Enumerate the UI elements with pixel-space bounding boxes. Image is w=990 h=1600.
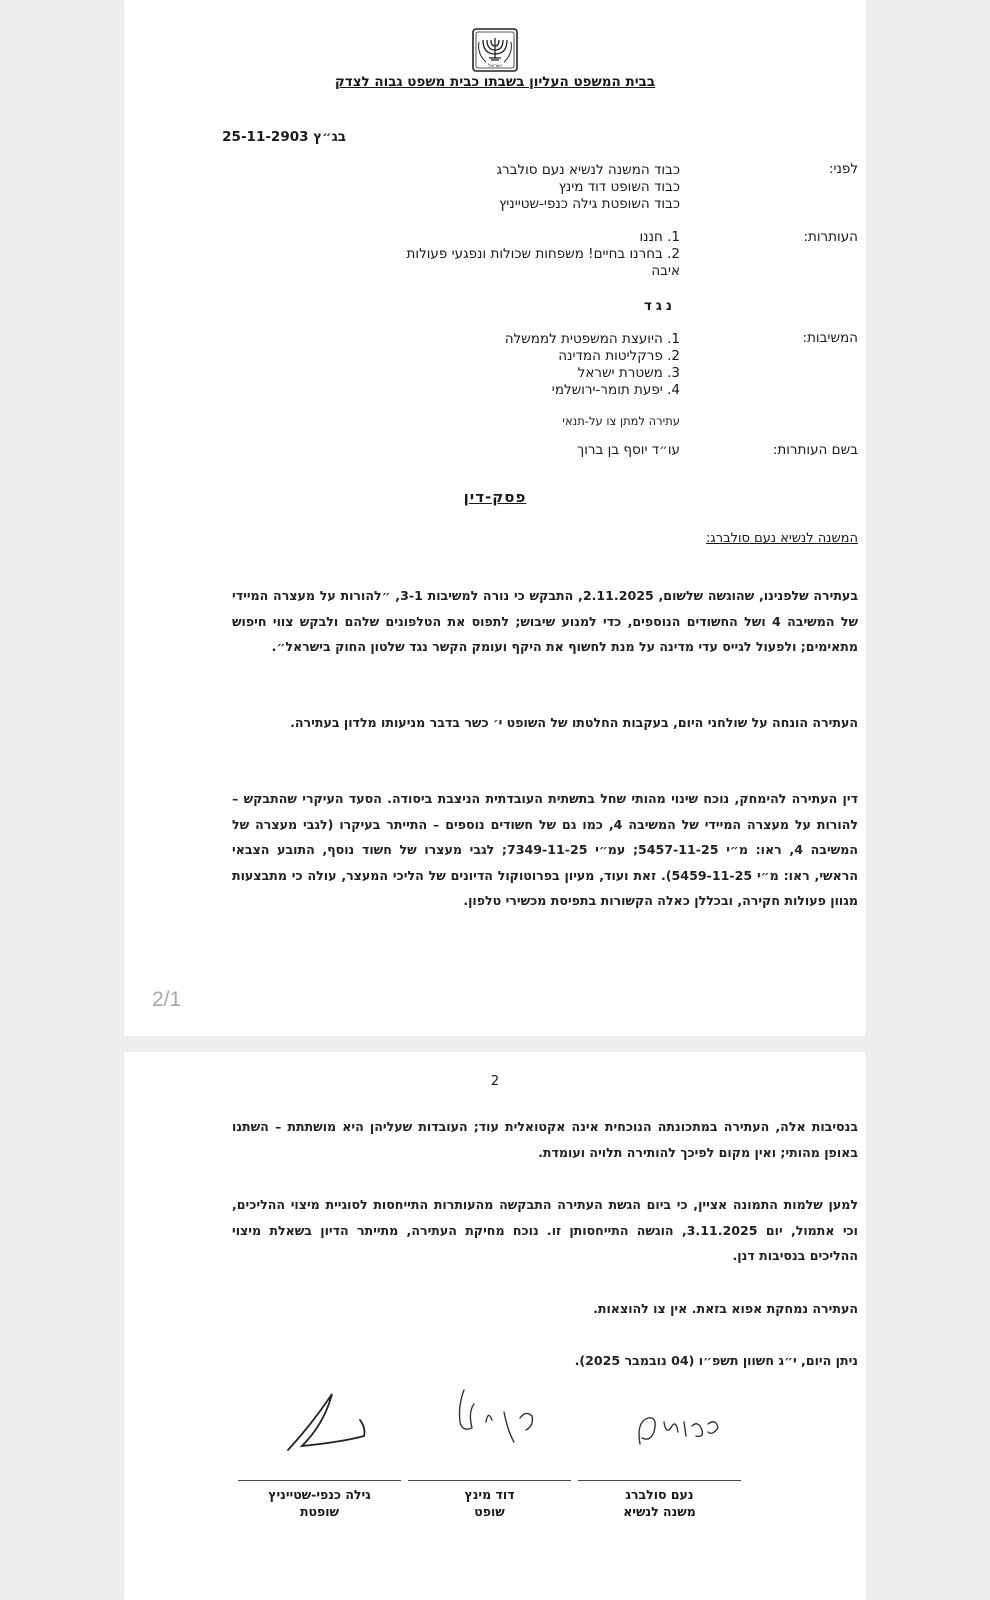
signature-line-solberg bbox=[578, 1480, 741, 1481]
state-emblem-icon bbox=[472, 28, 518, 72]
signer-name: גילה כנפי-שטייניץ bbox=[268, 1487, 371, 1502]
paragraph-4: בנסיבות אלה, העתירה במתכונתה הנוכחית אינה אקטואלית עוד; העובדות שעליהן היא מושתתת – השתנו באופן מהותי; ואין מקום לפיכך להותירה תלויה ועומדת. bbox=[232, 1119, 858, 1160]
document-page-1 bbox=[124, 0, 866, 1036]
judge-3: כבוד השופטת גילה כנפי-שטייניץ bbox=[499, 196, 680, 212]
versus-label: נגד bbox=[643, 298, 676, 314]
page-counter: 2/1 bbox=[152, 988, 182, 1011]
respondent-2: 2. פרקליטות המדינה bbox=[558, 348, 680, 364]
petitioner-2-cont: איבה bbox=[651, 263, 680, 279]
petitioners-label: העותרות: bbox=[803, 229, 858, 245]
page-number: 2 bbox=[490, 1074, 500, 1089]
paragraph-6: העתירה נמחקת אפוא בזאת. אין צו להוצאות. bbox=[593, 1301, 858, 1316]
court-title: בבית המשפט העליון בשבתו כבית משפט גבוה לצדק bbox=[334, 74, 656, 90]
paragraph-5: למען שלמות התמונה אציין, כי ביום הגשת העתירה התבקשה מהעותרות התייחסות לסוגיית מיצוי ההליכים, וכי אתמול, יום 3.11.2025, הוגשה התייחסותן זו. נוכח מחיקת העתירה, מתייתר הדיון בשאלת מיצוי ההליכים בנסיבות דנן. bbox=[232, 1197, 858, 1263]
paragraph-1: בעתירה שלפנינו, שהוגשה שלשום, 2.11.2025, התבקש כי נורה למשיבות 3-1, ״להורות על מעצרה המיידי של המשיבה 4 ושל החשודים הנוספים, כדי למנוע שיבוש; לתפוס את הטלפונים שלהם ולבקש צווי חיפוש מתאימים; ולפעול לגייס עדי מדינה על מנת לחשוף את היקף ועומק הקשר נגד שלטון החוק בישראל״. bbox=[232, 588, 859, 654]
signature-solberg-icon bbox=[612, 1392, 752, 1464]
signer-name: דוד מינץ bbox=[464, 1487, 515, 1502]
signature-line-kanfi-steinitz bbox=[238, 1480, 401, 1481]
document-page-2 bbox=[124, 1052, 866, 1600]
signer-solberg bbox=[578, 1486, 741, 1520]
judge-2: כבוד השופט דוד מינץ bbox=[558, 179, 680, 195]
respondent-3: 3. משטרת ישראל bbox=[577, 365, 680, 381]
petitioner-1: 1. חננו bbox=[639, 229, 680, 245]
signer-name: נעם סולברג bbox=[625, 1487, 694, 1502]
signature-kanfi-steinitz-icon bbox=[272, 1384, 412, 1456]
paragraph-3: דין העתירה להימחק, נוכח שינוי מהותי שחל בתשתית העובדתית הניצבת ביסודה. הסעד העיקרי שהתבקש – להורות על מעצרה המיידי של המשיבה 4, כמו גם של חשודים נוספים – התייתר בעיקרו (לגבי מעצרה של המשיבה 4, ראו: מ״י 5457-11-25; עמ״י 7349-11-25; לגבי מעצרו של חשוד נוסף, התובע הצבאי הראשי, ראו: מ״י 5459-11-25). זאת ועוד, מעיון בפרוטוקול הדיונים של הליכי המעצר, עולה כי מתבצעות מגוון פעולות חקירה, ובכללן כאלה הקשורות בתפיסת מכשירי טלפון. bbox=[232, 791, 858, 908]
judges-list bbox=[370, 162, 680, 213]
signer-title: משנה לנשיא bbox=[623, 1504, 696, 1519]
petition-type: עתירה למתן צו על-תנאי bbox=[562, 414, 680, 428]
before-label: לפני: bbox=[828, 161, 858, 177]
signer-title: שופטת bbox=[299, 1504, 340, 1519]
counsel-label: בשם העותרות: bbox=[772, 442, 858, 458]
verdict-title: פסק-דין bbox=[463, 488, 527, 506]
case-number: בג״ץ 25-11-2903 bbox=[222, 129, 346, 145]
judge-1: כבוד המשנה לנשיא נעם סולברג bbox=[496, 162, 680, 178]
judge-heading: המשנה לנשיא נעם סולברג: bbox=[706, 531, 858, 546]
emblem-text: ישראל bbox=[488, 63, 502, 69]
respondents-label: המשיבות: bbox=[802, 330, 858, 346]
signature-mintz-icon bbox=[428, 1382, 568, 1454]
petitioner-2: 2. בחרנו בחיים! משפחות שכולות ונפגעי פעולות bbox=[406, 246, 680, 262]
signature-line-mintz bbox=[408, 1480, 571, 1481]
signer-title: שופט bbox=[474, 1504, 505, 1519]
signer-kanfi-steinitz bbox=[238, 1486, 401, 1520]
paragraph-2: העתירה הונחה על שולחני היום, בעקבות החלטתו של השופט י׳ כשר בדבר מניעותו מלדון בעתירה. bbox=[290, 715, 858, 730]
signer-mintz bbox=[408, 1486, 571, 1520]
respondent-4: 4. יפעת תומר-ירושלמי bbox=[551, 382, 680, 398]
respondents-list bbox=[370, 331, 680, 399]
counsel-name: עו״ד יוסף בן ברוך bbox=[576, 442, 680, 458]
respondent-1: 1. היועצת המשפטית לממשלה bbox=[504, 331, 680, 347]
paragraph-7: ניתן היום, י״ג חשוון תשפ״ו (04 נובמבר 2025). bbox=[574, 1353, 858, 1368]
petitioners-list bbox=[370, 229, 680, 280]
